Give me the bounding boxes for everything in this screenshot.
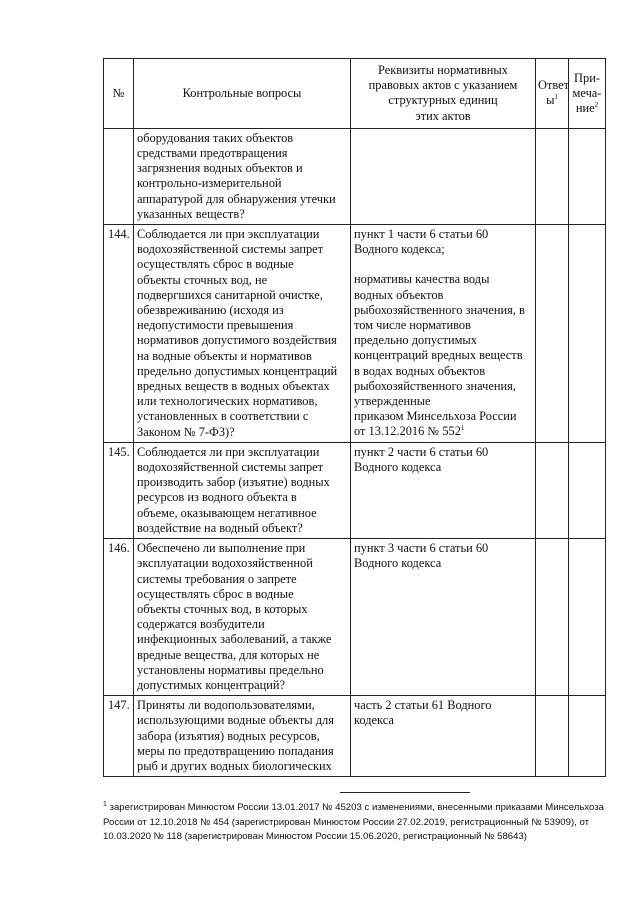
legal-reference xyxy=(351,128,536,224)
question-line: водохозяйственной системы запрет xyxy=(137,242,324,257)
note-cell[interactable] xyxy=(569,225,606,443)
question-line: установлены нормативы предельно xyxy=(137,662,324,677)
reference-line: пункт 3 части 6 статьи 60 xyxy=(354,541,489,556)
reference-line: концентраций вредных веществ xyxy=(354,348,523,363)
reference-line: Водного кодекса; xyxy=(354,242,445,257)
control-question xyxy=(134,539,351,696)
reference-line: предельно допустимых xyxy=(354,333,477,348)
row-number: 146. xyxy=(104,539,134,696)
table-row xyxy=(104,539,606,696)
header-legal-refs xyxy=(351,59,536,129)
question-line: подвергшихся санитарной очистке, xyxy=(137,287,323,302)
table-row xyxy=(104,128,606,224)
question-line: меры по предотвращению попадания xyxy=(137,743,334,758)
question-line: аппаратурой для обнаружения утечки xyxy=(137,191,336,206)
question-line: Соблюдается ли при эксплуатации xyxy=(137,444,320,459)
reference-line: часть 2 статьи 61 Водного xyxy=(354,698,492,713)
row-number xyxy=(104,128,134,224)
question-line: содержатся возбудители xyxy=(137,617,265,632)
question-line: установленных в соответствии с xyxy=(137,409,309,424)
footnote xyxy=(103,801,603,845)
note-cell[interactable] xyxy=(569,442,606,538)
question-line: производить забор (изъятие) водных xyxy=(137,475,330,490)
question-line: Соблюдается ли при эксплуатации xyxy=(137,227,320,242)
header-answer-tail: ы xyxy=(546,93,555,108)
answer-cell[interactable] xyxy=(536,128,569,224)
footnote-line xyxy=(103,801,603,816)
reference-line: пункт 1 части 6 статьи 60 xyxy=(354,227,489,242)
question-line: объекты сточных вод, в которых xyxy=(137,601,308,616)
header-answer xyxy=(536,59,569,129)
header-answer-footnote-ref: 1 xyxy=(554,93,558,102)
question-line: предельно допустимых концентраций xyxy=(137,363,338,378)
answer-cell[interactable] xyxy=(536,539,569,696)
table-row xyxy=(104,225,606,443)
row-number: 145. xyxy=(104,442,134,538)
note-cell[interactable] xyxy=(569,539,606,696)
header-note-line: меча- xyxy=(572,85,602,100)
reference-line xyxy=(354,257,532,272)
reference-line: приказом Минсельхоза России xyxy=(354,409,517,424)
question-line: вредные вещества, для которых не xyxy=(137,647,320,662)
question-line: инфекционных заболеваний, а также xyxy=(137,632,332,647)
question-line: на водные объекты и нормативов xyxy=(137,348,312,363)
control-question xyxy=(134,696,351,777)
question-line: недопустимости превышения xyxy=(137,318,294,333)
table-row xyxy=(104,696,606,777)
control-questions-table xyxy=(103,58,606,777)
note-cell[interactable] xyxy=(569,128,606,224)
reference-line: нормативы качества воды xyxy=(354,272,490,287)
question-line: или технологических нормативов, xyxy=(137,394,318,409)
question-line: обезвреживанию (исходя из xyxy=(137,303,284,318)
question-line: забора (изъятия) водных ресурсов, xyxy=(137,728,320,743)
reference-line: пункт 2 части 6 статьи 60 xyxy=(354,444,489,459)
control-question xyxy=(134,128,351,224)
reference-line: Водного кодекса xyxy=(354,556,442,571)
reference-text: от 13.12.2016 № 552 xyxy=(354,424,461,439)
question-line: осуществлять сброс в водные xyxy=(137,586,294,601)
question-line: средствами предотвращения xyxy=(137,146,288,161)
table-row xyxy=(104,442,606,538)
header-note xyxy=(569,59,606,129)
control-question xyxy=(134,442,351,538)
legal-reference xyxy=(351,696,536,777)
question-line: оборудования таких объектов xyxy=(137,130,294,145)
header-answer-line: Ответ xyxy=(538,78,570,93)
reference-line: том числе нормативов xyxy=(354,318,471,333)
question-line: использующими водные объекты для xyxy=(137,713,334,728)
answer-cell[interactable] xyxy=(536,442,569,538)
question-line: осуществлять сброс в водные xyxy=(137,257,294,272)
note-cell[interactable] xyxy=(569,696,606,777)
question-line: водохозяйственной системы запрет xyxy=(137,460,324,475)
footnote-line: 10.03.2020 № 118 (зарегистрирован Минюстом России 15.06.2020, регистрационный № 58643) xyxy=(103,831,527,843)
legal-reference xyxy=(351,225,536,443)
question-line: объеме, оказывающем негативное xyxy=(137,505,317,520)
table-header-row xyxy=(104,59,606,129)
question-line: системы требования о запрете xyxy=(137,571,297,586)
question-line: ресурсов из водного объекта в xyxy=(137,490,297,505)
question-line: эксплуатации водохозяйственной xyxy=(137,556,313,571)
control-question xyxy=(134,225,351,443)
question-line: контрольно-измерительной xyxy=(137,176,282,191)
question-line: Обеспечено ли выполнение при xyxy=(137,541,306,556)
legal-reference xyxy=(351,539,536,696)
header-ref-line: Реквизиты нормативных xyxy=(378,63,508,77)
question-line: воздействие на водный объект? xyxy=(137,520,303,535)
header-note-line: ние xyxy=(575,101,595,115)
header-ref-line: этих актов xyxy=(415,108,471,123)
header-ref-line: структурных единиц xyxy=(388,93,498,108)
row-number: 147. xyxy=(104,696,134,777)
answer-cell[interactable] xyxy=(536,225,569,443)
reference-line: утвержденные xyxy=(354,394,431,409)
footnote-mark: 1 xyxy=(103,800,107,808)
footnote-separator xyxy=(340,792,470,793)
header-ref-line: правовых актов с указанием xyxy=(368,78,518,93)
question-line: Законом № 7-ФЗ)? xyxy=(137,424,235,439)
footnote-ref: 1 xyxy=(460,424,465,433)
question-line: нормативов допустимого воздействия xyxy=(137,333,337,348)
question-line: указанных веществ? xyxy=(137,206,245,221)
question-line: загрязнения водных объектов и xyxy=(137,161,303,176)
footnote-line: России от 12.10.2018 № 454 (зарегистрирован Минюстом России 27.02.2019, регистрационный № 53909), от xyxy=(103,816,590,828)
legal-reference xyxy=(351,442,536,538)
header-number: № xyxy=(104,59,134,129)
reference-line: водных объектов xyxy=(354,287,444,302)
header-note-line: При- xyxy=(574,70,600,85)
header-note-footnote-ref: 2 xyxy=(594,100,599,109)
reference-line: в водах водных объектов xyxy=(354,363,486,378)
answer-cell[interactable] xyxy=(536,696,569,777)
reference-line: кодекса xyxy=(354,713,394,728)
footnote-text: зарегистрирован Минюстом России 13.01.2017 № 45203 с изменениями, внесенными приказами Минсельхоза xyxy=(106,802,604,813)
row-number: 144. xyxy=(104,225,134,443)
reference-line: рыбохозяйственного значения, в xyxy=(354,302,525,317)
question-line: рыб и других водных биологических xyxy=(137,758,332,773)
question-line: допустимых концентраций? xyxy=(137,677,285,692)
question-line: объекты сточных вод, не xyxy=(137,272,268,287)
question-line: вредных веществ в водных объектах xyxy=(137,379,330,394)
reference-line: Водного кодекса xyxy=(354,460,442,475)
reference-line: рыбохозяйственного значения, xyxy=(354,378,516,393)
header-questions: Контрольные вопросы xyxy=(134,59,351,129)
reference-line xyxy=(354,424,532,439)
question-line: Приняты ли водопользователями, xyxy=(137,698,315,713)
